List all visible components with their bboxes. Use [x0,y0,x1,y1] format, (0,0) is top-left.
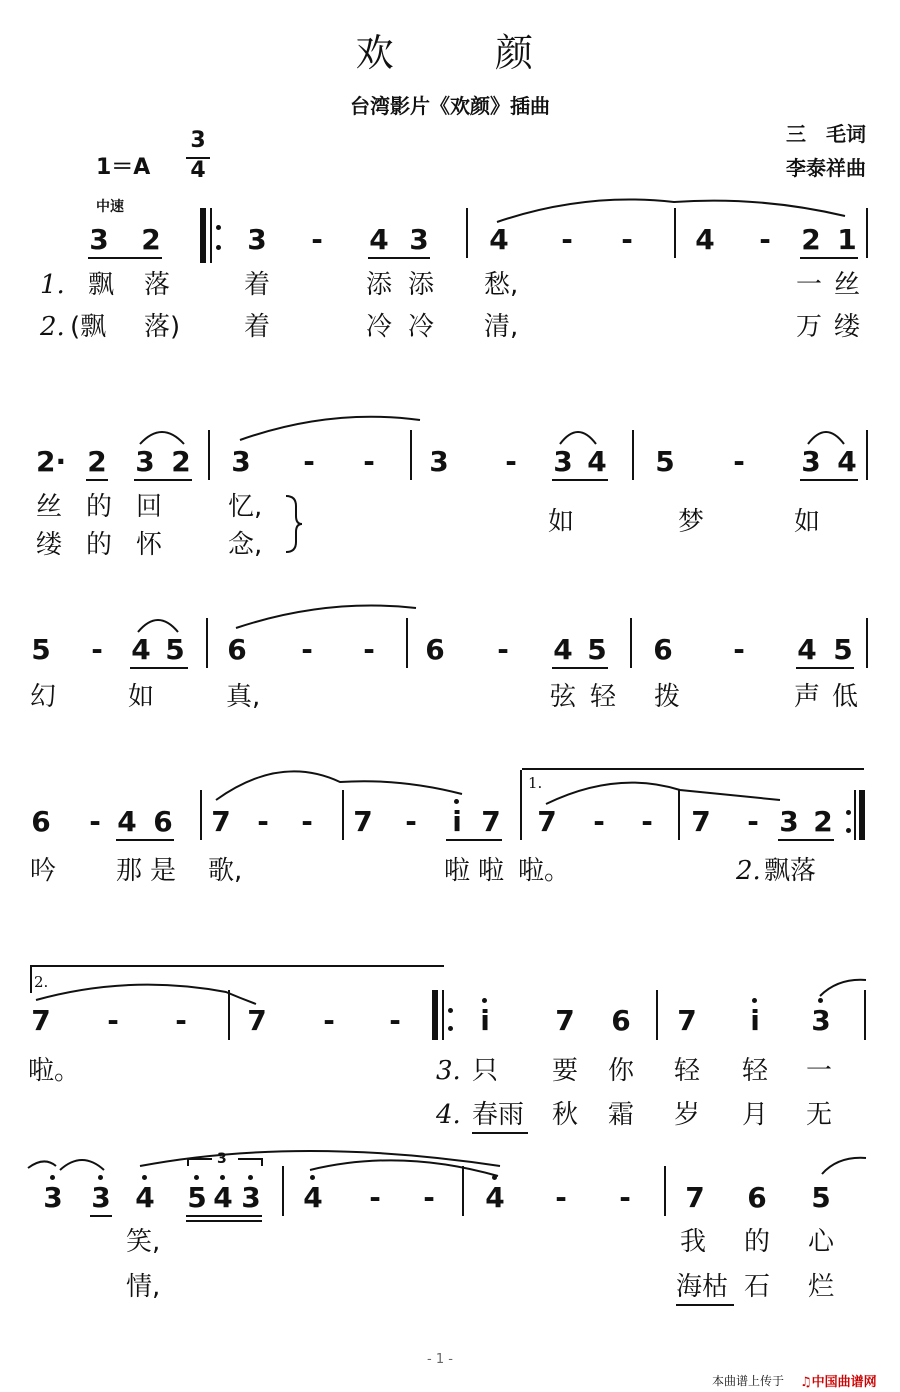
lyric: 冷 [366,312,393,342]
slur [28,1161,56,1168]
note: - [555,1181,567,1214]
note: 7 [677,1004,697,1037]
lyric: 你 [608,1056,635,1086]
site-name: 中国曲谱网 [811,1375,877,1390]
note: - [257,805,269,838]
lyric: 吟 [30,856,57,886]
note: 6 [31,805,51,838]
note: 2 [171,445,191,478]
note: - [641,805,653,838]
slur [60,1160,104,1170]
note: 4 [213,1181,233,1214]
note: - [107,1004,119,1037]
tie-slur [497,200,845,223]
slur [560,432,596,444]
lyric: 无 [806,1100,833,1130]
lyric: 情, [126,1272,161,1302]
lyric: 啦 [478,856,505,886]
note: 5 [165,633,185,666]
site-logo [800,1371,877,1390]
lyric: 轻 [742,1056,769,1086]
note: - [303,445,315,478]
note: 4 [553,633,573,666]
note: 4 [797,633,817,666]
note: 6 [611,1004,631,1037]
verse-number: 2. [736,856,761,886]
lyric: 的 [86,492,113,522]
note: i [452,805,462,838]
lyric: 万 [796,312,823,342]
key-signature: 1＝A [96,155,151,180]
note: - [497,633,509,666]
time-sig-top: 3 [190,128,206,153]
note: - [363,445,375,478]
lyric: 梦 [678,507,705,537]
lyric: 石 [744,1272,771,1302]
note-icon: ♫ [800,1375,812,1390]
lyric: 冷 [408,312,435,342]
note: 3 [779,805,799,838]
note: 3 [553,445,573,478]
note: - [405,805,417,838]
note: - [505,445,517,478]
lyric: 如 [128,682,155,712]
note: 5 [655,445,675,478]
subtitle: 台湾影片《欢颜》插曲 [350,94,550,118]
lyric: 愁, [484,270,519,300]
lyric: 缕 [834,312,861,342]
lyric: 一 [796,270,823,300]
volta-2-label: 2. [34,973,49,991]
note: - [593,805,605,838]
lyric: 着 [244,312,271,342]
lyric: 添 [408,270,435,300]
lyric: 飘 [88,270,115,300]
note: - [561,223,573,256]
note: 2· [36,445,67,478]
note: - [363,633,375,666]
verse-number: 2. [40,312,65,342]
lyric: 心 [808,1227,835,1257]
lyric: 是 [150,856,177,886]
lyric: 低 [832,682,859,712]
note: 6 [425,633,445,666]
lyric: 轻 [674,1056,701,1086]
note: 4 [489,223,509,256]
note: 7 [691,805,711,838]
note: 6 [653,633,673,666]
lyric: 的 [744,1227,771,1257]
slur [822,1158,866,1174]
slur [216,771,462,800]
note: 4 [117,805,137,838]
note: - [389,1004,401,1037]
tie [240,417,420,440]
lyric: 啦。 [518,856,571,886]
note: 3 [801,445,821,478]
lyric: 忆, [228,492,263,522]
note: 4 [303,1181,323,1214]
note: 7 [555,1004,575,1037]
tie [546,783,780,804]
lyric: 回 [136,492,163,522]
verse-brace [286,496,302,552]
lyric: 声 [794,682,821,712]
note: 7 [247,1004,267,1037]
page-number: - 1 - [427,1352,453,1367]
lyric: 春雨 [472,1100,525,1130]
note: 3 [409,223,429,256]
note: 3 [91,1181,111,1214]
slur [138,620,178,632]
lyric: 拨 [654,682,681,712]
composer-credit: 李泰祥曲 [786,156,866,180]
lyric: 缕 [36,530,63,560]
lyric: 霜 [608,1100,635,1130]
note: 4 [837,445,857,478]
volta-1-label: 1. [528,774,543,792]
slur [140,432,184,444]
lyric: 要 [552,1056,579,1086]
lyric: 丝 [834,270,861,300]
lyric: 如 [794,507,821,537]
lyric: 怀 [136,530,163,560]
note: 4 [587,445,607,478]
lyric: 啦 [444,856,471,886]
slur [808,432,844,444]
note: 6 [747,1181,767,1214]
note: - [619,1181,631,1214]
lyric: 的 [86,530,113,560]
lyric: 幻 [30,682,57,712]
note: 7 [537,805,557,838]
slur [820,980,866,996]
tempo-marking: 中速 [96,199,124,215]
note: 5 [833,633,853,666]
note: - [175,1004,187,1037]
lyric: 落) [144,312,181,342]
note: 3 [89,223,109,256]
lyric: 月 [742,1100,769,1130]
lyric: 岁 [674,1100,701,1130]
note: 3 [811,1004,831,1037]
note: - [323,1004,335,1037]
lyric: 真, [226,682,261,712]
lyric: 清, [484,312,519,342]
lyric: 烂 [808,1272,835,1302]
lyric: 落 [144,270,171,300]
note: - [759,223,771,256]
lyric: 飘落 [764,856,817,886]
note: - [621,223,633,256]
note: 5 [811,1181,831,1214]
lyric: 啦。 [28,1056,81,1086]
note: - [311,223,323,256]
note: - [89,805,101,838]
note: - [369,1181,381,1214]
triplet-label: 3 [217,1151,227,1167]
title-char: 颜 [495,31,545,75]
note: i [480,1004,490,1037]
note: - [733,633,745,666]
lyric: 着 [244,270,271,300]
note: - [733,445,745,478]
verse-number: 4. [436,1100,461,1130]
note: 2 [801,223,821,256]
note: 3 [429,445,449,478]
note: 6 [227,633,247,666]
lyric: 弦 [550,682,577,712]
note: 4 [485,1181,505,1214]
title-char: 欢 [355,31,405,75]
tie [36,985,256,1004]
lyric: 念, [228,530,263,560]
lyric: 只 [472,1056,499,1086]
note: 7 [353,805,373,838]
note: - [301,805,313,838]
verse-number: 3. [436,1056,461,1086]
lyric: 歌, [208,856,243,886]
lyric: 那 [116,856,143,886]
note: 3 [43,1181,63,1214]
lyric: 轻 [590,682,617,712]
note: 3 [241,1181,261,1214]
lyric: 秋 [552,1100,579,1130]
lyric: 我 [680,1227,707,1257]
note: 5 [187,1181,207,1214]
lyric: 丝 [36,492,63,522]
note: 3 [135,445,155,478]
note: 7 [31,1004,51,1037]
note: 4 [369,223,389,256]
note: - [91,633,103,666]
note: 7 [685,1181,705,1214]
note: 7 [481,805,501,838]
verse-number: 1. [40,270,65,300]
lyric: 一 [806,1056,833,1086]
tie [236,606,416,629]
note: 7 [211,805,231,838]
note: 3 [231,445,251,478]
note: - [423,1181,435,1214]
note: 2 [87,445,107,478]
note: 1 [837,223,857,256]
note: 4 [695,223,715,256]
note: 6 [153,805,173,838]
note: - [747,805,759,838]
lyric: 海枯 [676,1272,729,1302]
lyric: (飘 [70,312,107,342]
note: 5 [587,633,607,666]
lyric: 如 [548,507,575,537]
upload-note: 本曲谱上传于 [712,1374,785,1388]
lyricist-credit: 三 毛词 [786,122,866,146]
note: 4 [131,633,151,666]
note: i [750,1004,760,1037]
triplet-bracket [188,1159,262,1166]
lyric: 笑, [126,1227,161,1257]
note: 3 [247,223,267,256]
note: 5 [31,633,51,666]
note: 2 [813,805,833,838]
lyric: 添 [366,270,393,300]
time-sig-bottom: 4 [190,158,206,183]
note: 4 [135,1181,155,1214]
note: - [301,633,313,666]
note: 2 [141,223,161,256]
